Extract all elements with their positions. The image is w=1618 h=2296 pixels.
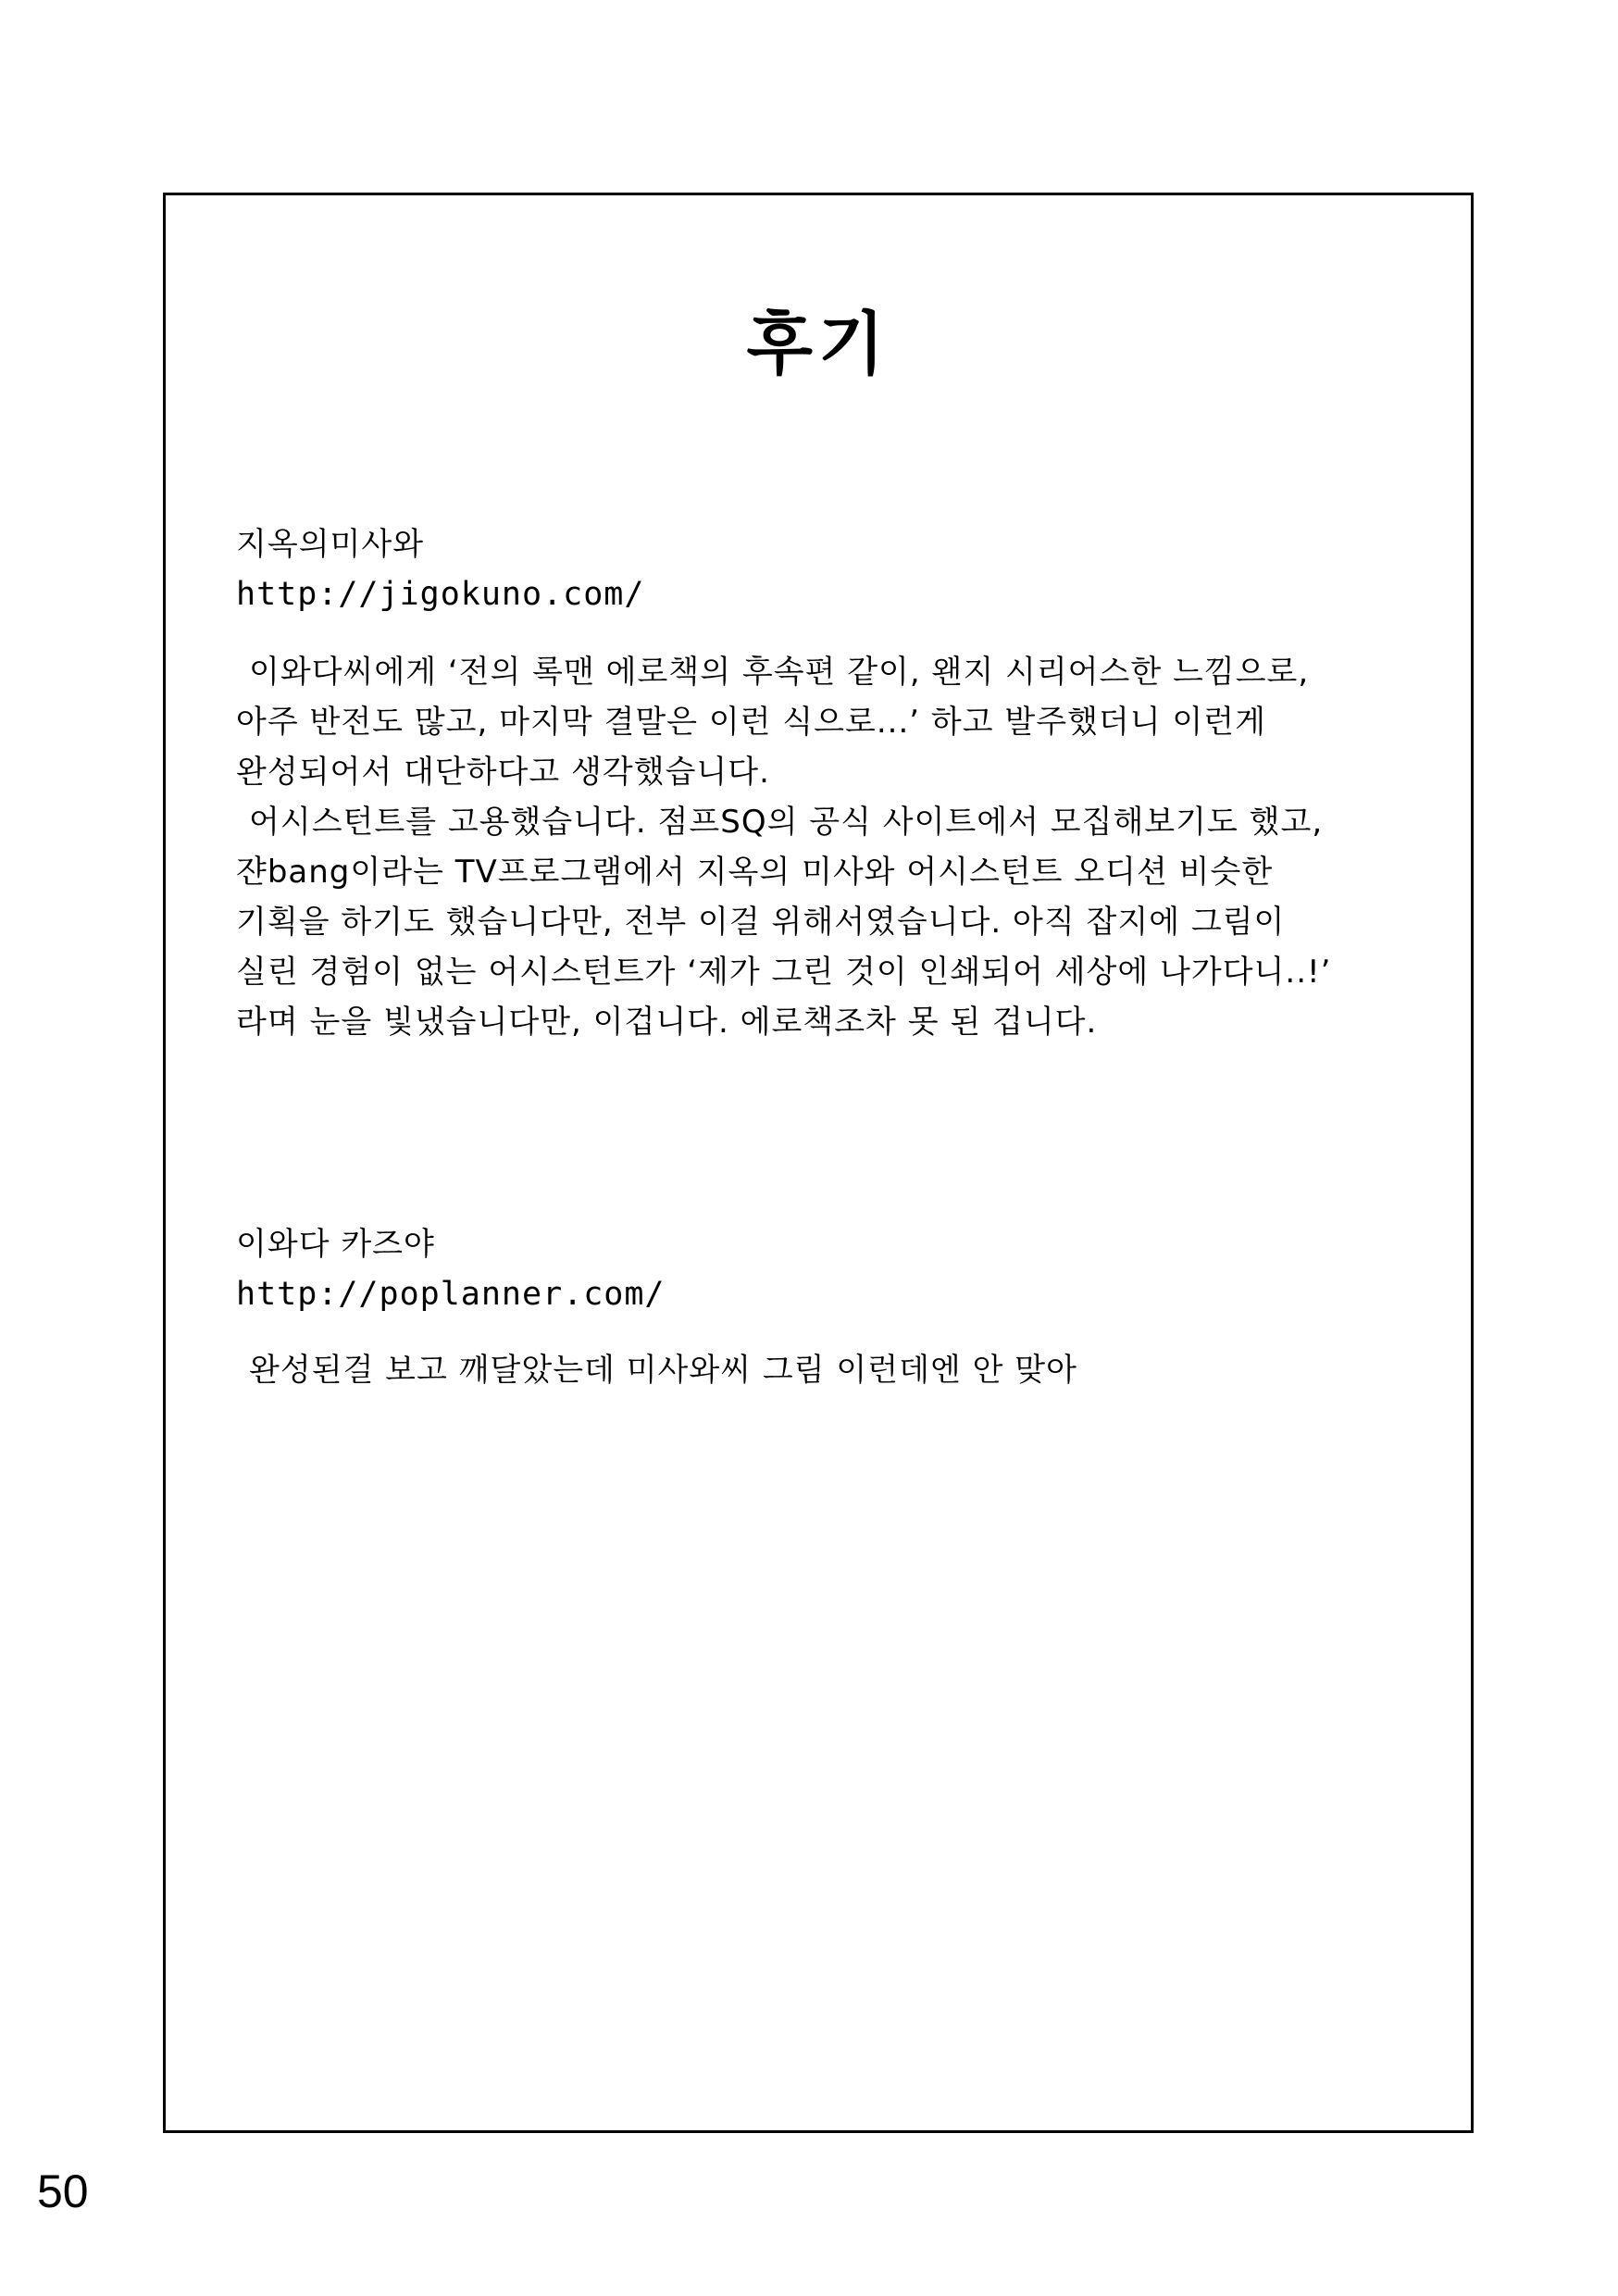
paragraph-line: 쟌bang이라는 TV프로그램에서 지옥의 미사와 어시스턴트 오디션 비슷한 bbox=[236, 854, 1274, 891]
author1-section bbox=[236, 519, 1439, 619]
author2-name: 이와다 카즈야 bbox=[236, 1226, 435, 1263]
author2-section bbox=[236, 1219, 1439, 1319]
paragraph-line: 완성된걸 보고 깨달았는데 미사와씨 그림 이런데엔 안 맞아 bbox=[249, 1352, 1077, 1389]
paragraph-line: 기획을 하기도 했습니다만, 전부 이걸 위해서였습니다. 아직 잡지에 그림이 bbox=[236, 904, 1286, 941]
author1-name: 지옥의미사와 bbox=[236, 526, 425, 563]
paragraph-line: 이와다씨에게 ‘전의 록맨 에로책의 후속편 같이, 왠지 시리어스한 느낌으로, bbox=[249, 654, 1310, 691]
paragraph-line: 실린 경험이 없는 어시스턴트가 ‘제가 그린 것이 인쇄되어 세상에 나가다니..!’ bbox=[236, 954, 1332, 991]
page-title: 후기 bbox=[746, 305, 890, 384]
page-number: 50 bbox=[37, 2165, 89, 2217]
afterword-frame bbox=[163, 193, 1474, 2133]
paragraph-line: 라며 눈을 빛냈습니다만, 이겁니다. 에로책조차 못 된 겁니다. bbox=[236, 1004, 1098, 1041]
author2-paragraph bbox=[236, 1345, 1439, 1395]
author1-paragraph bbox=[236, 647, 1439, 1047]
paragraph-line: 어시스턴트를 고용했습니다. 점프SQ의 공식 사이트에서 모집해보기도 했고, bbox=[249, 804, 1324, 841]
author2-url: http://poplanner.com/ bbox=[236, 1276, 666, 1313]
author1-url: http://jigokuno.com/ bbox=[236, 576, 645, 613]
paragraph-line: 아주 반전도 많고, 마지막 결말은 이런 식으로...’ 하고 발주했더니 이런게 bbox=[236, 704, 1266, 741]
paragraph-line: 완성되어서 대단하다고 생각했습니다. bbox=[236, 754, 770, 791]
